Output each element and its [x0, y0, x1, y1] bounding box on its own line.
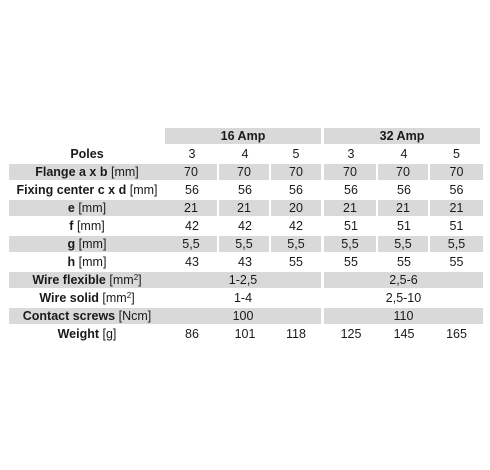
table-cell: 3: [165, 146, 219, 164]
row-label-name: Weight: [57, 327, 100, 341]
table-cell: 5: [271, 146, 324, 164]
row-label-unit: [mm]: [78, 237, 107, 251]
unit-text: [mm: [109, 273, 134, 287]
row-label-unit: [mm]: [110, 165, 139, 179]
table-cell: 43: [219, 254, 271, 272]
table-cell: 5,5: [165, 236, 219, 254]
table-cell: 56: [219, 182, 271, 200]
merged-cell-32amp: 2,5-10: [324, 290, 483, 308]
row-label-unit: [102, 291, 134, 305]
table-row: [9, 254, 483, 272]
row-label-name: Wire flexible: [32, 273, 106, 287]
table-cell: 55: [378, 254, 430, 272]
table-row: [9, 164, 483, 182]
row-label-name: e: [67, 201, 75, 215]
table-cell: 5,5: [430, 236, 483, 254]
merged-cell-32amp: 110: [324, 308, 483, 326]
row-label: [9, 146, 165, 164]
row-label-unit: [g]: [102, 327, 117, 341]
header-row: [9, 128, 483, 146]
row-label: [9, 272, 165, 290]
table-cell: 56: [430, 182, 483, 200]
row-label-name: Flange a x b: [35, 165, 108, 179]
table-cell: 86: [165, 326, 219, 344]
table-cell: 55: [430, 254, 483, 272]
table-cell: 21: [219, 200, 271, 218]
table-row: [9, 182, 483, 200]
row-label-name: g: [67, 237, 76, 251]
table-cell: 70: [271, 164, 324, 182]
unit-text: [mm: [102, 291, 127, 305]
merged-cell-16amp: 1-4: [165, 290, 324, 308]
row-label: [9, 218, 165, 236]
row-label: [9, 308, 165, 326]
table-cell: 55: [324, 254, 378, 272]
table-row: [9, 290, 483, 308]
row-label-unit: [mm]: [76, 219, 105, 233]
table-cell: 56: [378, 182, 430, 200]
table-cell: 21: [165, 200, 219, 218]
row-label: [9, 326, 165, 344]
row-label-unit: [109, 273, 141, 287]
table-cell: 70: [430, 164, 483, 182]
row-label: [9, 254, 165, 272]
table-cell: 21: [378, 200, 430, 218]
table-cell: 51: [378, 218, 430, 236]
table-row: [9, 326, 483, 344]
row-label-unit: [Ncm]: [118, 309, 152, 323]
header-blank: [9, 128, 165, 146]
row-label-name: Contact screws: [22, 309, 116, 323]
table-cell: 125: [324, 326, 378, 344]
group-header-16amp: 16 Amp: [165, 128, 324, 146]
table-cell: 20: [271, 200, 324, 218]
table-cell: 42: [219, 218, 271, 236]
table-cell: 5,5: [219, 236, 271, 254]
row-label: [9, 164, 165, 182]
merged-cell-16amp: 100: [165, 308, 324, 326]
table-cell: 55: [271, 254, 324, 272]
table-row: [9, 272, 483, 290]
merged-cell-16amp: 1-2,5: [165, 272, 324, 290]
row-label-name: Fixing center c x d: [16, 183, 127, 197]
row-label: [9, 290, 165, 308]
group-header-32amp: 32 Amp: [324, 128, 483, 146]
table-cell: 5,5: [271, 236, 324, 254]
row-label: [9, 200, 165, 218]
row-label-unit: [mm]: [78, 255, 107, 269]
row-label-unit: [mm]: [78, 201, 107, 215]
table-cell: 42: [271, 218, 324, 236]
table-cell: 5,5: [378, 236, 430, 254]
table-cell: 56: [271, 182, 324, 200]
table-row: [9, 236, 483, 254]
table-cell: 4: [378, 146, 430, 164]
table-row: [9, 200, 483, 218]
row-label-unit: [mm]: [129, 183, 158, 197]
row-label-name: f: [69, 219, 74, 233]
row-label-name: h: [67, 255, 76, 269]
table-cell: 5: [430, 146, 483, 164]
table-cell: 145: [378, 326, 430, 344]
table-cell: 21: [430, 200, 483, 218]
table-row: [9, 308, 483, 326]
merged-cell-32amp: 2,5-6: [324, 272, 483, 290]
table-cell: 43: [165, 254, 219, 272]
unit-close: ]: [138, 273, 142, 287]
table-row: [9, 218, 483, 236]
table-cell: 70: [219, 164, 271, 182]
table-cell: 118: [271, 326, 324, 344]
row-label-name: Wire solid: [39, 291, 99, 305]
table-cell: 51: [430, 218, 483, 236]
spec-table: [9, 128, 483, 344]
table-cell: 101: [219, 326, 271, 344]
row-label: [9, 236, 165, 254]
table-cell: 5,5: [324, 236, 378, 254]
table-row: [9, 146, 483, 164]
table-cell: 165: [430, 326, 483, 344]
unit-superscript: 2: [126, 291, 132, 300]
table-cell: 56: [165, 182, 219, 200]
table-cell: 70: [165, 164, 219, 182]
row-label-name: Poles: [70, 147, 104, 161]
table-cell: 4: [219, 146, 271, 164]
unit-superscript: 2: [133, 273, 139, 282]
table-cell: 51: [324, 218, 378, 236]
row-label: [9, 182, 165, 200]
table-cell: 56: [324, 182, 378, 200]
table-cell: 21: [324, 200, 378, 218]
unit-close: ]: [131, 291, 135, 305]
table-cell: 70: [378, 164, 430, 182]
table-cell: 42: [165, 218, 219, 236]
table-cell: 70: [324, 164, 378, 182]
table-cell: 3: [324, 146, 378, 164]
